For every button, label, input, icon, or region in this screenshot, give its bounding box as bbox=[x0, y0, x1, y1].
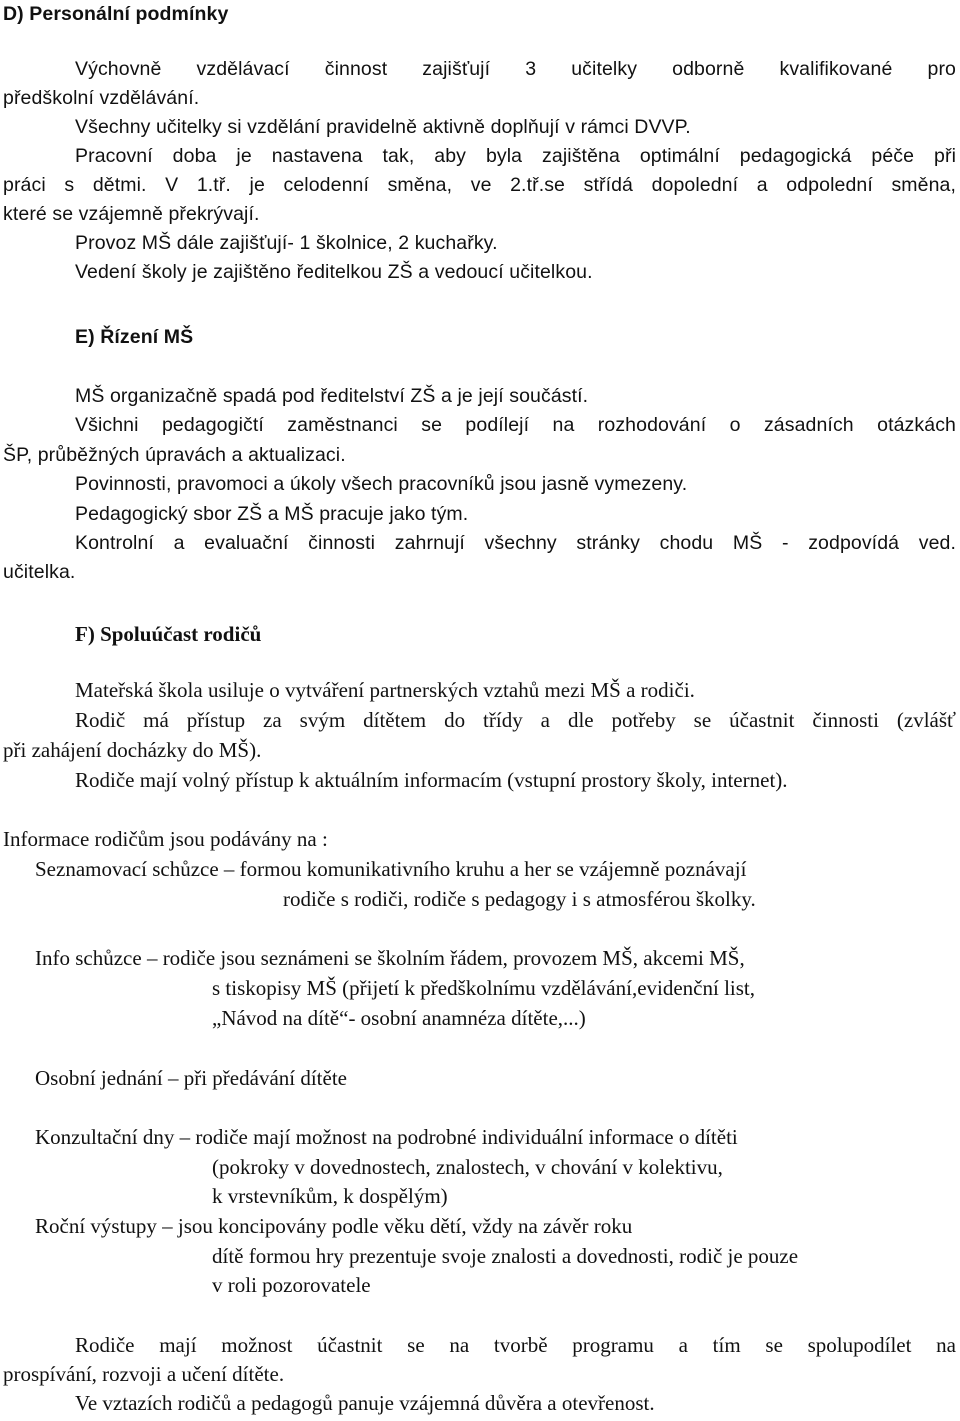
info-rocni-line-1: Roční výstupy – jsou koncipovány podle věku dětí, vždy na závěr roku bbox=[35, 1214, 633, 1238]
section-d-heading: D) Personální podmínky bbox=[3, 3, 229, 25]
section-e-line-4: Povinnosti, pravomoci a úkoly všech pracovníků jsou jasně vymezeny. bbox=[75, 473, 688, 495]
section-e-line-5: Pedagogický sbor ZŠ a MŠ pracuje jako tým. bbox=[75, 503, 469, 525]
section-e-line-3: ŠP, průběžných úpravách a aktualizaci. bbox=[3, 444, 346, 466]
section-d-line-3: Všechny učitelky si vzdělání pravidelně aktivně doplňují v rámci DVVP. bbox=[75, 116, 691, 138]
section-e-line-7: učitelka. bbox=[3, 561, 76, 583]
section-d-line-1: Výchovně vzdělávací činnost zajišťují 3 učitelky odborně kvalifikované pro bbox=[75, 58, 956, 80]
closing-line-2: prospívání, rozvoji a učení dítěte. bbox=[3, 1362, 285, 1386]
section-d-line-4: Pracovní doba je nastavena tak, aby byla zajištěna optimální pedagogická péče při bbox=[75, 145, 956, 167]
section-f-line-4: Rodiče mají volný přístup k aktuálním informacím (vstupní prostory školy, internet). bbox=[75, 768, 788, 792]
info-intro: Informace rodičům jsou podávány na : bbox=[3, 827, 328, 851]
section-d-line-6: které se vzájemně překrývají. bbox=[3, 203, 260, 225]
info-schuzce-line-3: „Návod na dítě“- osobní anamnéza dítěte,...) bbox=[212, 1006, 586, 1030]
info-konzultacni-line-3: k vrstevníkům, k dospělým) bbox=[212, 1184, 448, 1208]
section-e-line-6: Kontrolní a evaluační činnosti zahrnují všechny stránky chodu MŠ - zodpovídá ved. bbox=[75, 532, 956, 554]
section-e-line-1: MŠ organizačně spadá pod ředitelství ZŠ a je její součástí. bbox=[75, 385, 589, 407]
info-seznamovaci-line-1: Seznamovací schůzce – formou komunikativního kruhu a her se vzájemně poznávají bbox=[35, 857, 747, 881]
info-konzultacni-line-2: (pokroky v dovednostech, znalostech, v chování v kolektivu, bbox=[212, 1155, 723, 1179]
info-seznamovaci-line-2: rodiče s rodiči, rodiče s pedagogy i s atmosférou školky. bbox=[283, 887, 756, 911]
closing-line-3: Ve vztazích rodičů a pedagogů panuje vzájemná důvěra a otevřenost. bbox=[75, 1391, 655, 1415]
section-f-line-1: Mateřská škola usiluje o vytváření partnerských vztahů mezi MŠ a rodiči. bbox=[75, 678, 695, 702]
section-d-line-5: práci s dětmi. V 1.tř. je celodenní směna, ve 2.tř.se střídá dopolední a odpolední směna, bbox=[3, 174, 956, 196]
section-e-heading: E) Řízení MŠ bbox=[75, 326, 194, 348]
info-schuzce-line-2: s tiskopisy MŠ (přijetí k předškolnímu vzdělávání,evidenční list, bbox=[212, 976, 756, 1000]
section-f-line-3: při zahájení docházky do MŠ). bbox=[3, 738, 262, 762]
section-e-line-2: Všichni pedagogičtí zaměstnanci se podílejí na rozhodování o zásadních otázkách bbox=[75, 414, 956, 436]
section-d-line-8: Vedení školy je zajištěno ředitelkou ZŠ a vedoucí učitelkou. bbox=[75, 261, 593, 283]
section-d-line-7: Provoz MŠ dále zajišťují- 1 školnice, 2 kuchařky. bbox=[75, 232, 498, 254]
section-f-line-2: Rodič má přístup za svým dítětem do třídy a dle potřeby se účastnit činnosti (zvlášť bbox=[75, 708, 956, 732]
section-f-heading: F) Spoluúčast rodičů bbox=[75, 622, 262, 646]
info-rocni-line-3: v roli pozorovatele bbox=[212, 1273, 371, 1297]
info-osobni: Osobní jednání – při předávání dítěte bbox=[35, 1066, 347, 1090]
section-d-line-2: předškolní vzdělávání. bbox=[3, 87, 200, 109]
closing-line-1: Rodiče mají možnost účastnit se na tvorbě programu a tím se spolupodílet na bbox=[75, 1333, 956, 1357]
info-schuzce-line-1: Info schůzce – rodiče jsou seznámeni se školním řádem, provozem MŠ, akcemi MŠ, bbox=[35, 946, 745, 970]
info-rocni-line-2: dítě formou hry prezentuje svoje znalosti a dovednosti, rodič je pouze bbox=[212, 1244, 799, 1268]
info-konzultacni-line-1: Konzultační dny – rodiče mají možnost na podrobné individuální informace o dítěti bbox=[35, 1125, 738, 1149]
